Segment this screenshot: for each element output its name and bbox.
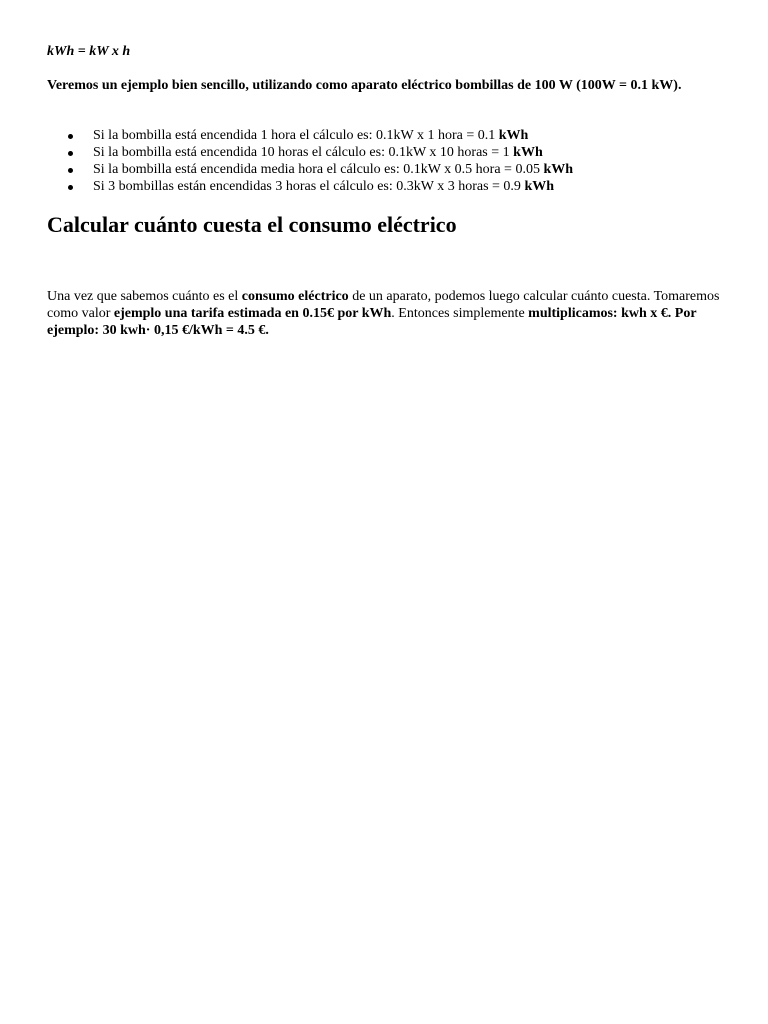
bullet-icon: [68, 151, 73, 156]
list-item: [47, 144, 573, 161]
intro-paragraph: Veremos un ejemplo bien sencillo, utilizando como aparato eléctrico bombillas de 100 W (100W = 0.1 kW).: [47, 78, 682, 93]
paragraph-text: . Entonces simplemente: [391, 306, 529, 321]
bullet-icon: [68, 134, 73, 139]
list-item-unit: kWh: [543, 162, 574, 177]
list-item: [47, 178, 573, 195]
list-item-text: Si la bombilla está encendida 10 horas el cálculo es: 0.1kW x 10 horas = 1: [93, 145, 514, 160]
list-item-unit: kWh: [513, 145, 543, 160]
paragraph-bold-text: ejemplo una tarifa estimada en 0.15€ por kWh: [113, 306, 392, 321]
list-item-text: Si la bombilla está encendida 1 hora el cálculo es: 0.1kW x 1 hora = 0.1: [93, 128, 499, 143]
list-item: [47, 127, 573, 144]
bullet-icon: [68, 185, 73, 190]
paragraph-bold-text: multiplicamos: kwh x €. Por ejemplo: 30 kwh· 0,15 €/kWh = 4.5 €.: [47, 306, 697, 338]
paragraph-bold-text: consumo eléctrico: [241, 289, 349, 304]
bullet-icon: [68, 168, 73, 173]
list-item: [47, 161, 573, 178]
examples-list: [47, 127, 573, 195]
list-item-unit: kWh: [498, 128, 529, 143]
paragraph-text: Una vez que sabemos cuánto es el: [47, 289, 242, 304]
list-item-text: Si la bombilla está encendida media hora el cálculo es: 0.1kW x 0.5 hora = 0.05: [93, 162, 544, 177]
list-item-unit: kWh: [524, 179, 555, 194]
section-heading: Calcular cuánto cuesta el consumo eléctrico: [47, 212, 457, 237]
cost-paragraph: [47, 288, 727, 339]
formula-line: kWh = kW x h: [47, 44, 131, 59]
paragraph-text: de un aparato, podemos luego calcular cuánto cuesta. Tomaremos como valor: [47, 289, 720, 321]
list-item-text: Si 3 bombillas están encendidas 3 horas el cálculo es: 0.3kW x 3 horas = 0.9: [93, 179, 525, 194]
